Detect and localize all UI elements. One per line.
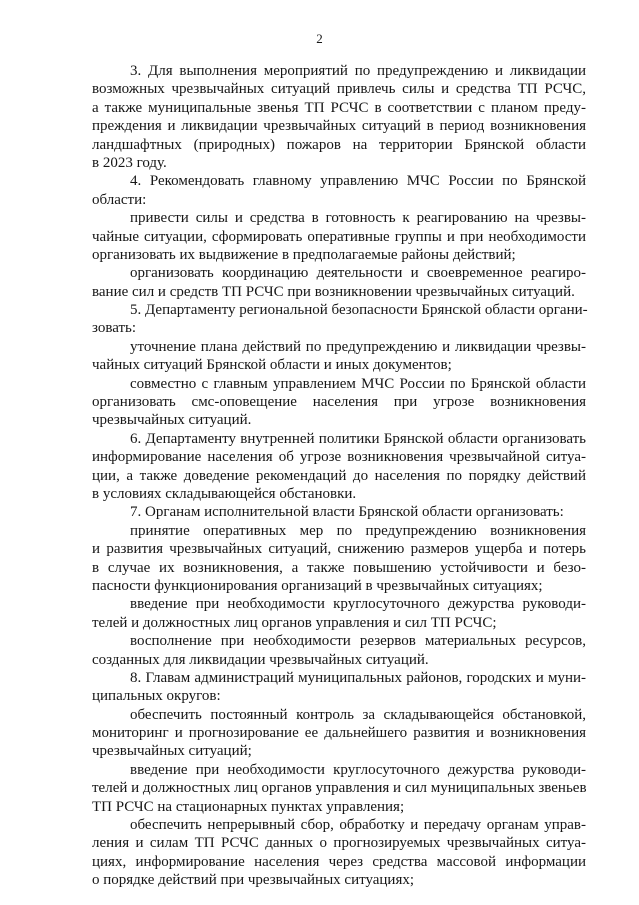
text-line: 8. Главам администраций муниципальных районов, городских и муни- [130, 669, 586, 686]
text-line: ления и силам ТП РСЧС данных о прогнозируемых чрезвычайных ситуа- [92, 835, 586, 852]
text-line: ципальных округов: [92, 688, 221, 705]
page-number: 2 [316, 31, 323, 46]
text-line: совместно с главным управлением МЧС России по Брянской области [130, 375, 586, 392]
text-line: телей и должностных лиц органов управления и сил муниципальных звеньев [92, 780, 587, 797]
text-line: и развития чрезвычайных ситуаций, снижению размеров ущерба и потерь [92, 541, 586, 558]
document-body [92, 62, 586, 890]
text-line: 3. Для выполнения мероприятий по предупреждению и ликвидации [130, 63, 586, 79]
text-line: мониторинг и прогнозирование ее дальнейшего развития и возникновения [92, 725, 586, 742]
text-line: чайных ситуаций Брянской области и иных документов; [92, 357, 452, 374]
text-line: 5. Департаменту региональной безопасности Брянской области органи- [130, 302, 588, 319]
text-line: циях, информирование населения через средства массовой информации [92, 853, 586, 870]
text-line: преждения и ликвидации чрезвычайных ситуаций в период возникновения [92, 118, 586, 135]
text-line: о порядке действий при чрезвычайных ситуациях; [92, 872, 415, 889]
text-line: информирование населения об угрозе возникновения чрезвычайной ситуа- [92, 449, 586, 466]
text-line: ландшафтных (природных) пожаров на территории Брянской области [92, 136, 586, 153]
text-line: зовать: [92, 320, 137, 337]
text-line: организовать координацию деятельности и своевременное реагиро- [130, 265, 586, 282]
text-line: в условиях складывающейся обстановки. [92, 485, 357, 502]
text-line: 4. Рекомендовать главному управлению МЧС России по Брянской [130, 173, 586, 190]
text-line: чайные ситуации, сформировать оперативные группы и при необходимости [92, 228, 586, 245]
text-line: вание сил и средств ТП РСЧС при возникновении чрезвычайных ситуаций. [92, 283, 575, 300]
text-line: области: [92, 191, 147, 208]
text-line: введение при необходимости круглосуточного дежурства руководи- [130, 596, 586, 613]
text-line: телей и должностных лиц органов управления и сил ТП РСЧС; [92, 614, 497, 631]
text-line: принятие оперативных мер по предупреждению возникновения [130, 522, 586, 539]
text-line: 7. Органам исполнительной власти Брянской области организовать: [130, 504, 564, 521]
text-line: 6. Департаменту внутренней политики Брянской области организовать [130, 430, 586, 447]
text-line: чрезвычайных ситуаций. [92, 412, 252, 429]
text-line: в 2023 году. [92, 154, 167, 171]
text-line: ции, а также доведение рекомендаций до населения по порядку действий [92, 467, 586, 484]
text-line: обеспечить непрерывный сбор, обработку и передачу органам управ- [130, 817, 586, 834]
text-line: уточнение плана действий по предупреждению и ликвидации чрезвы- [130, 338, 586, 355]
text-line: организовать смс-оповещение населения при угрозе возникновения [92, 394, 586, 411]
text-line: в случае их возникновения, а также повышению устойчивости и безо- [92, 559, 586, 576]
text-line: привести силы и средства в готовность к реагированию на чрезвы- [130, 210, 586, 227]
text-line: ТП РСЧС на стационарных пунктах управления; [92, 798, 405, 815]
text-line: обеспечить постоянный контроль за складывающейся обстановкой, [130, 706, 586, 723]
text-line: чрезвычайных ситуаций; [92, 743, 252, 760]
text-line: пасности функционирования организаций в чрезвычайных ситуациях; [92, 577, 543, 594]
text-line: возможных чрезвычайных ситуаций привлечь силы и средства ТП РСЧС, [92, 81, 586, 98]
text-line: созданных для ликвидации чрезвычайных ситуаций. [92, 651, 429, 668]
text-line: организовать их выдвижение в предполагаемые районы действий; [92, 246, 516, 263]
text-line: восполнение при необходимости резервов материальных ресурсов, [130, 633, 586, 650]
text-line: а также муниципальные звенья ТП РСЧС в соответствии с планом преду- [92, 99, 586, 116]
text-line: введение при необходимости круглосуточного дежурства руководи- [130, 761, 586, 778]
